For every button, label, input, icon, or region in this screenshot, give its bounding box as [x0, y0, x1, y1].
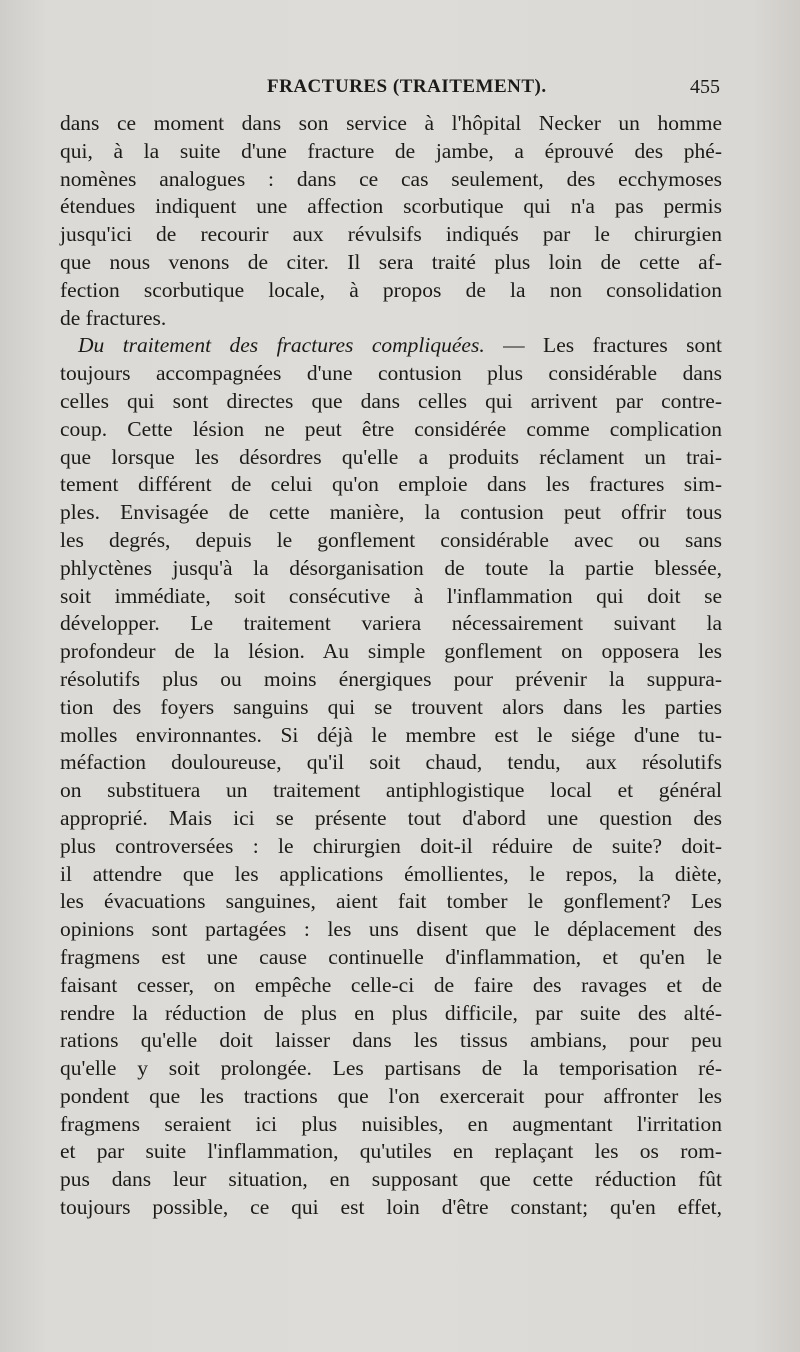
running-head: FRACTURES (TRAITEMENT).	[267, 76, 547, 97]
text-line: méfaction douloureuse, qu'il soit chaud, tendu, aux résolutifs	[60, 750, 722, 775]
text-line: étendues indiquent une affection scorbutique qui n'a pas permis	[60, 194, 722, 219]
text-line: soit immédiate, soit consécutive à l'inflammation qui doit se	[60, 583, 722, 608]
text-line: tement différent de celui qu'on emploie dans les fractures sim-	[60, 472, 722, 497]
page-header	[62, 76, 720, 104]
text-line: faisant cesser, on empêche celle-ci de faire des ravages et de	[60, 972, 722, 997]
text-line: pondent que les tractions que l'on exercerait pour affronter les	[60, 1083, 722, 1108]
text-line: on substituera un traitement antiphlogistique local et général	[60, 778, 722, 803]
text-line: dans ce moment dans son service à l'hôpital Necker un homme	[60, 111, 722, 135]
text-line: rendre la réduction de plus en plus difficile, par suite des alté-	[60, 1000, 722, 1025]
text-line: il attendre que les applications émollientes, le repos, la diète,	[60, 861, 722, 886]
section-heading: Du traitement des fractures compliquées.	[78, 333, 485, 358]
text-line: que lorsque les désordres qu'elle a produits réclament un trai-	[60, 444, 722, 469]
text-line: molles environnantes. Si déjà le membre est le siége d'une tu-	[60, 722, 722, 747]
text-line: fragmens est une cause continuelle d'inflammation, et qu'en le	[60, 944, 722, 969]
text-line: toujours accompagnées d'une contusion plus considérable dans	[60, 361, 722, 386]
text-line: les degrés, depuis le gonflement considérable avec ou sans	[60, 527, 722, 552]
text-line: de fractures.	[60, 305, 167, 330]
text-line: et par suite l'inflammation, qu'utiles en replaçant les os rom-	[60, 1139, 722, 1164]
page-number: 455	[690, 76, 720, 98]
text-line: profondeur de la lésion. Au simple gonflement on opposera les	[60, 639, 722, 664]
text-line: pus dans leur situation, en supposant que cette réduction fût	[60, 1167, 722, 1192]
text-line: nomènes analogues : dans ce cas seulement, des ecchymoses	[60, 166, 722, 191]
text-line: fection scorbutique locale, à propos de la non consolidation	[60, 277, 722, 302]
text-line: opinions sont partagées : les uns disent que le déplacement des	[60, 917, 722, 942]
text-line: jusqu'ici de recourir aux révulsifs indiqués par le chirurgien	[60, 222, 722, 247]
text-span: — Les fractures sont	[484, 333, 722, 358]
text-line: qu'elle y soit prolongée. Les partisans de la temporisation ré-	[60, 1056, 722, 1081]
text-line: tion des foyers sanguins qui se trouvent alors dans les parties	[60, 694, 722, 719]
text-line: qui, à la suite d'une fracture de jambe, a éprouvé des phé-	[60, 138, 722, 163]
text-line: toujours possible, ce qui est loin d'être constant; qu'en effet,	[60, 1195, 722, 1220]
body-text	[60, 110, 722, 1222]
text-line: rations qu'elle doit laisser dans les tissus ambians, pour peu	[60, 1028, 722, 1053]
text-line: développer. Le traitement variera nécessairement suivant la	[60, 611, 722, 636]
text-line: que nous venons de citer. Il sera traité plus loin de cette af-	[60, 249, 722, 274]
text-line: celles qui sont directes que dans celles qui arrivent par contre-	[60, 388, 722, 413]
text-line: coup. Cette lésion ne peut être considérée comme complication	[60, 416, 722, 441]
text-line: résolutifs plus ou moins énergiques pour prévenir la suppura-	[60, 666, 722, 691]
paragraph-opening-line	[60, 332, 722, 360]
text-line: fragmens seraient ici plus nuisibles, en augmentant l'irritation	[60, 1111, 722, 1136]
text-line: plus controversées : le chirurgien doit-il réduire de suite? doit-	[60, 833, 722, 858]
text-line: approprié. Mais ici se présente tout d'abord une question des	[60, 805, 722, 830]
text-line: les évacuations sanguines, aient fait tomber le gonflement? Les	[60, 889, 722, 914]
text-line: ples. Envisagée de cette manière, la contusion peut offrir tous	[60, 500, 722, 525]
text-line: phlyctènes jusqu'à la désorganisation de toute la partie blessée,	[60, 555, 722, 580]
